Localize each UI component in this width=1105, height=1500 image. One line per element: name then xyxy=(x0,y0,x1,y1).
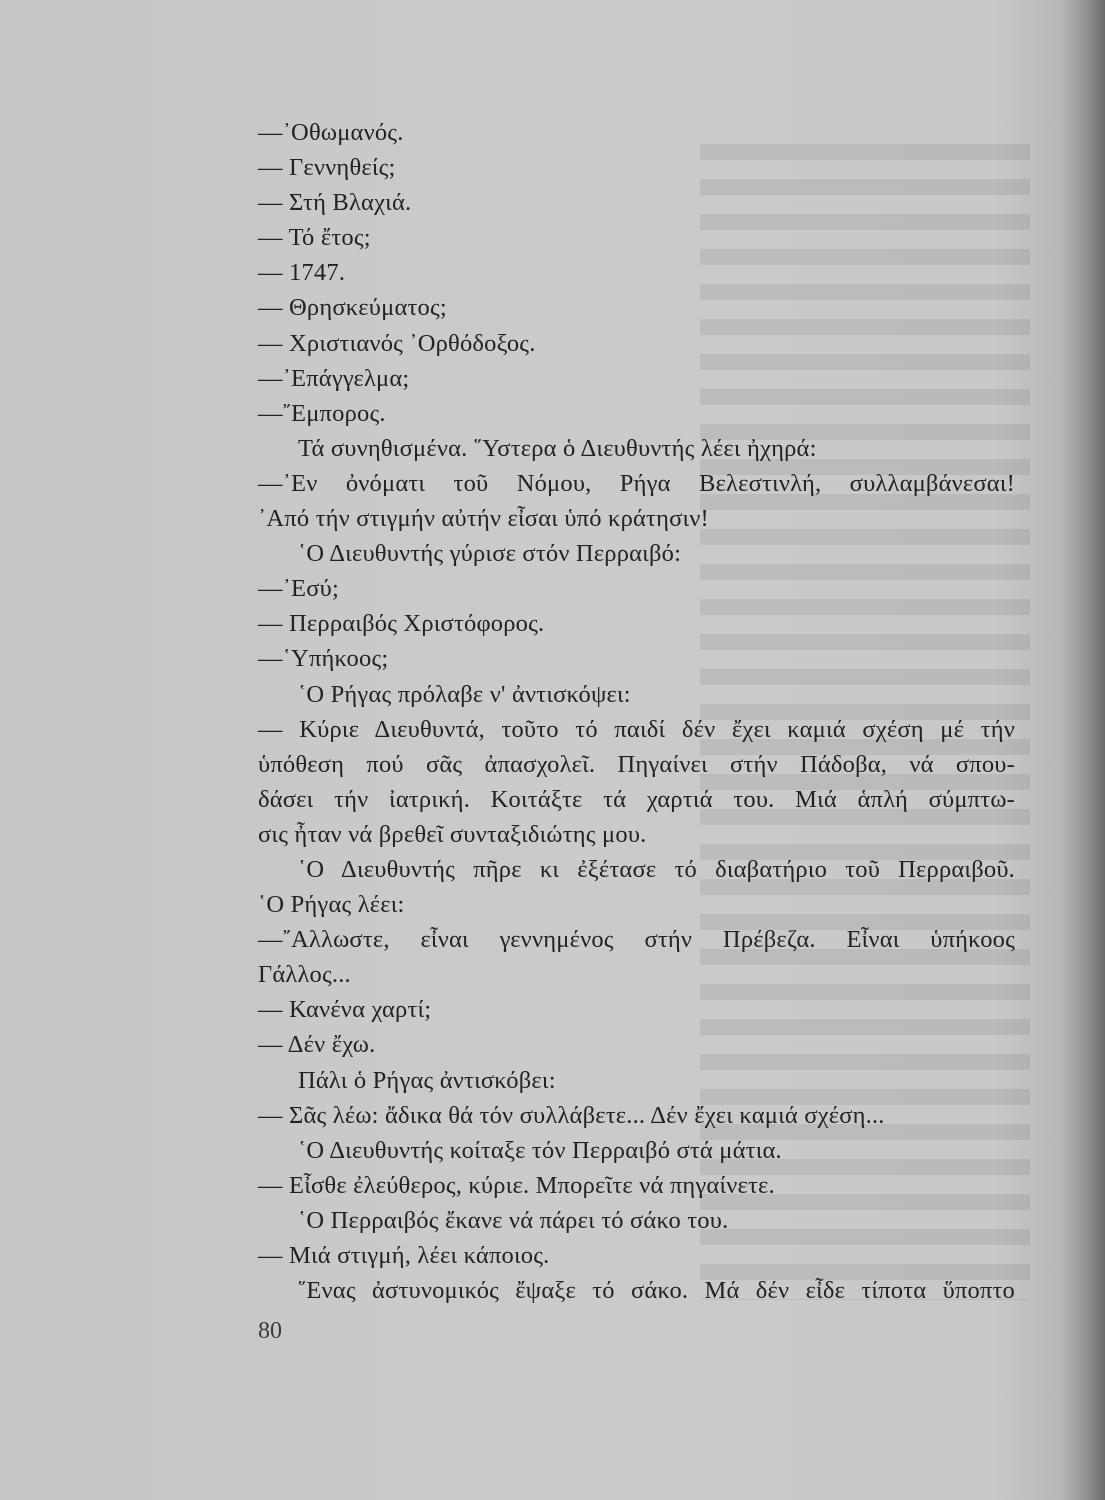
text-line: — Εἶσθε ἐλεύθερος, κύριε. Μπορεῖτε νά πηγαίνετε. xyxy=(258,1171,775,1199)
text-line: ὑπόθεση πού σᾶς ἀπασχολεῖ. Πηγαίνει στήν Πάδοβα, νά σπου- xyxy=(258,750,1015,778)
text-line: — Κανένα χαρτί; xyxy=(258,996,432,1024)
text-line: —᾿Εσύ; xyxy=(258,575,339,603)
text-line: — Σᾶς λέω: ἄδικα θά τόν συλλάβετε... Δέν ἔχει καμιά σχέση... xyxy=(258,1101,885,1129)
text-line: — Μιά στιγμή, λέει κάποιος. xyxy=(258,1242,550,1269)
text-line: — Περραιβός Χριστόφορος. xyxy=(258,610,545,638)
text-line: — Γεννηθείς; xyxy=(258,154,396,182)
text-line: ῾Ο Ρήγας πρόλαβε ν' ἀντισκόψει: xyxy=(298,680,631,708)
text-line: — 1747. xyxy=(258,259,346,287)
text-line: — Στή Βλαχιά. xyxy=(258,189,412,217)
text-line: ῾Ο Διευθυντής κοίταξε τόν Περραιβό στά μάτια. xyxy=(298,1136,782,1164)
text-line: Πάλι ὁ Ρήγας ἀντισκόβει: xyxy=(298,1066,556,1094)
text-line: — Κύριε Διευθυντά, τοῦτο τό παιδί δέν ἔχει καμιά σχέση μέ τήν xyxy=(258,715,1015,743)
text-line: ῾Ο Ρήγας λέει: xyxy=(258,891,405,919)
text-line: ῾Ο Διευθυντής πῆρε κι ἐξέτασε τό διαβατήριο τοῦ Περραιβοῦ. xyxy=(298,855,1015,883)
text-line: ῾Ο Περραιβός ἔκανε νά πάρει τό σάκο του. xyxy=(298,1206,729,1234)
text-line: ῾Ο Διευθυντής γύρισε στόν Περραιβό: xyxy=(298,540,682,568)
body-text xyxy=(258,115,1015,1308)
text-line: Γάλλος... xyxy=(258,961,351,989)
text-line: Τά συνηθισμένα. ῞Υστερα ὁ Διευθυντής λέει ἠχηρά: xyxy=(298,434,817,462)
text-line: —῎Αλλωστε, εἶναι γεννημένος στήν Πρέβεζα. Εἶναι ὑπήκοος xyxy=(258,926,1015,954)
text-line: ᾿Από τήν στιγμήν αὐτήν εἶσαι ὑπό κράτησιν! xyxy=(258,505,709,533)
text-line: ῞Ενας ἀστυνομικός ἔψαξε τό σάκο. Μά δέν εἶδε τίποτα ὕποπτο xyxy=(298,1277,1015,1305)
text-line: δάσει τήν ἰατρική. Κοιτάξτε τά χαρτιά του. Μιά ἁπλή σύμπτω- xyxy=(258,785,1015,813)
text-line: —῎Εμπορος. xyxy=(258,399,386,427)
text-line: —῾Υπήκοος; xyxy=(258,645,389,673)
text-line: σις ἦταν νά βρεθεῖ συνταξιδιώτης μου. xyxy=(258,820,647,848)
text-line: —᾿Εν ὀνόματι τοῦ Νόμου, Ρήγα Βελεστινλή, συλλαμβάνεσαι! xyxy=(258,469,1015,497)
text-line: — Τό ἔτος; xyxy=(258,224,371,252)
text-line: —᾿Οθωμανός. xyxy=(258,119,404,146)
text-line: — Χριστιανός ᾿Ορθόδοξος. xyxy=(258,329,536,357)
page-number: 80 xyxy=(258,1318,282,1344)
text-line: — Θρησκεύματος; xyxy=(258,294,447,322)
text-line: —᾿Επάγγελμα; xyxy=(258,364,410,392)
text-line: — Δέν ἔχω. xyxy=(258,1031,376,1059)
